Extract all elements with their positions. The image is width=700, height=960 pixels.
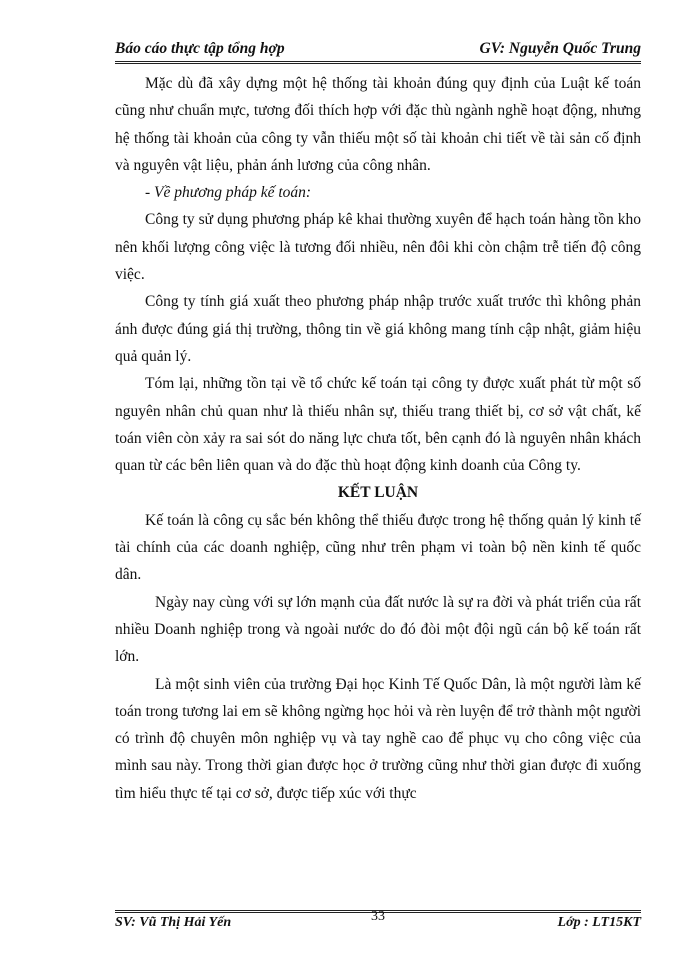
paragraph-account-system: Mặc dù đã xây dựng một hệ thống tài khoản đúng quy định của Luật kế toán cũng như chuẩn mực, tương đối thích hợp với đặc thù ngành nghề hoạt động, nhưng hệ thống tài khoản của công ty vẫn thiếu một số tài khoản chi tiết về tài sản cố định và nguyên vật liệu, phản ánh lương của công nhân. [115, 75, 641, 174]
page-footer [115, 910, 641, 931]
page-number: 33 [371, 909, 385, 924]
paragraph-conclusion-1: Kế toán là công cụ sắc bén không thể thiếu được trong hệ thống quản lý kinh tế tài chính của các doanh nghiệp, cũng như trên phạm vi toàn bộ nền kinh tế quốc dân. [115, 511, 641, 584]
student-name: SV: Vũ Thị Hải Yến [115, 915, 232, 930]
conclusion-heading: KẾT LUẬN [337, 484, 419, 502]
report-title: Báo cáo thực tập tổng hợp [115, 40, 285, 57]
paragraph-inventory-method: Công ty sử dụng phương pháp kê khai thường xuyên để hạch toán hàng tồn kho nên khối lượng công việc là tương đối nhiều, nên đôi khi còn chậm trễ tiến độ công việc. [115, 211, 641, 284]
paragraph-pricing-method: Công ty tính giá xuất theo phương pháp nhập trước xuất trước thì không phản ánh được đúng giá thị trường, thông tin về giá không mang tính cập nhật, giảm hiệu quả quản lý. [115, 293, 641, 365]
paragraph-summary: Tóm lại, những tồn tại về tổ chức kế toán tại công ty được xuất phát từ một số nguyên nhân chủ quan như là thiếu nhân sự, thiếu trang thiết bị, cơ sở vật chất, kế toán viên còn xảy ra sai sót do năng lực chưa tốt, bên cạnh đó là nguyên nhân khách quan từ các bên liên quan và do đặc thù hoạt động kinh doanh của Công ty. [115, 375, 641, 475]
paragraph-conclusion-2: Ngày nay cùng với sự lớn mạnh của đất nước là sự ra đời và phát triển của rất nhiều Doanh nghiệp trong và ngoài nước do đó đòi một đội ngũ cán bộ kế toán rất lớn. [115, 593, 641, 666]
subheading-accounting-method: - Về phương pháp kế toán: [145, 184, 312, 202]
class-code: Lớp : LT15KT [557, 915, 641, 930]
page-header [115, 40, 641, 64]
page-body [115, 70, 641, 807]
paragraph-conclusion-3: Là một sinh viên của trường Đại học Kinh Tế Quốc Dân, là một người làm kế toán trong tương lai em sẽ không ngừng học hỏi và rèn luyện để trở thành một người có trình độ chuyên môn nghiệp vụ và tay nghề cao để phục vụ cho công việc của mình sau này. Trong thời gian được học ở trường cũng như thời gian được đi xuống tìm hiểu thực tế tại cơ sở, được tiếp xúc với thực [115, 675, 641, 802]
instructor-name: GV: Nguyễn Quốc Trung [479, 40, 641, 57]
